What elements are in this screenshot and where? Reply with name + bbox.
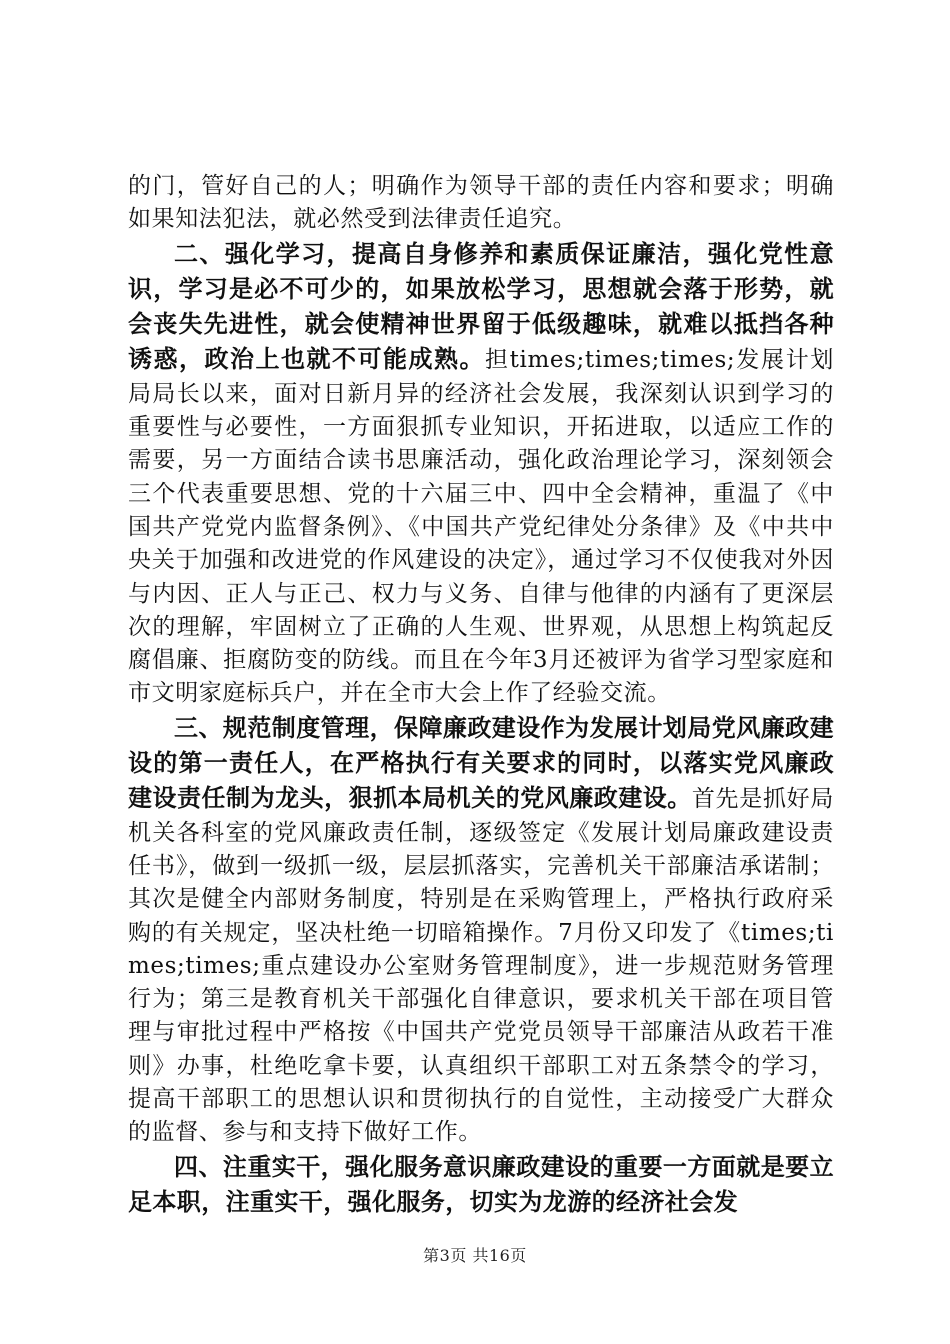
section-heading: 四、注重实干，强化服务意识廉政建设的重要一方面就是要立足本职，注重实干，强化服务，切实为龙游的经济社会发 bbox=[128, 1151, 834, 1216]
paragraph-section-two bbox=[128, 237, 834, 711]
section-heading: 二、强化学习，提高自身修养和素质保证廉洁，强化党性意识，学习是必不可少的，如果放松学习，思想就会落于形势，就会丧失先进性，就会使精神世界留于低级趣味，就难以抵挡各种诱惑，政治上也就不可能成熟。 bbox=[128, 238, 834, 374]
document-body bbox=[128, 170, 834, 1220]
paragraph-continuation bbox=[128, 170, 834, 237]
paragraph-section-four bbox=[128, 1150, 834, 1221]
paragraph-text: 的门，管好自己的人；明确作为领导干部的责任内容和要求；明确如果知法犯法，就必然受到法律责任追究。 bbox=[128, 173, 834, 233]
page-number-footer: 第3页 共16页 bbox=[423, 1246, 527, 1265]
paragraph-text: 担times;times;times;发展计划局局长以来，面对日新月异的经济社会发展，我深刻认识到学习的重要性与必要性，一方面狠抓专业知识，开拓进取，以适应工作的需要，另一方面结合读书思廉活动，强化政治理论学习，深刻领会三个代表重要思想、党的十六届三中、四中全会精神，重温了《中国共产党党内监督条例》、《中国共产党纪律处分条律》及《中共中央关于加强和改进党的作风建设的决定》，通过学习不仅使我对外因与内因、正人与正己、权力与义务、自律与他律的内涵有了更深层次的理解，牢固树立了正确的人生观、世界观，从思想上构筑起反腐倡廉、拒腐防变的防线。而且在今年3月还被评为省学习型家庭和市文明家庭标兵户，并在全市大会上作了经验交流。 bbox=[128, 347, 834, 707]
section-heading: 三、规范制度管理，保障廉政建设作为发展计划局党风廉政建设的第一责任人，在严格执行有关要求的同时，以落实党风廉政建设责任制为龙头，狠抓本局机关的党风廉政建设。 bbox=[128, 712, 834, 813]
paragraph-text: 首先是抓好局机关各科室的党风廉政责任制，逐级签定《发展计划局廉政建设责任书》，做到一级抓一级，层层抓落实，完善机关干部廉洁承诺制；其次是健全内部财务制度，特别是在采购管理上，严格执行政府采购的有关规定，坚决杜绝一切暗箱操作。7月份又印发了《times;times;times;重点建设办公室财务管理制度》，进一步规范财务管理行为；第三是教育机关干部强化自律意识，要求机关干部在项目管理与审批过程中严格按《中国共产党党员领导干部廉洁从政若干准则》办事，杜绝吃拿卡要，认真组织干部职工对五条禁令的学习，提高干部职工的思想认识和贯彻执行的自觉性，主动接受广大群众的监督、参与和支持下做好工作。 bbox=[128, 786, 834, 1146]
paragraph-section-three bbox=[128, 711, 834, 1150]
